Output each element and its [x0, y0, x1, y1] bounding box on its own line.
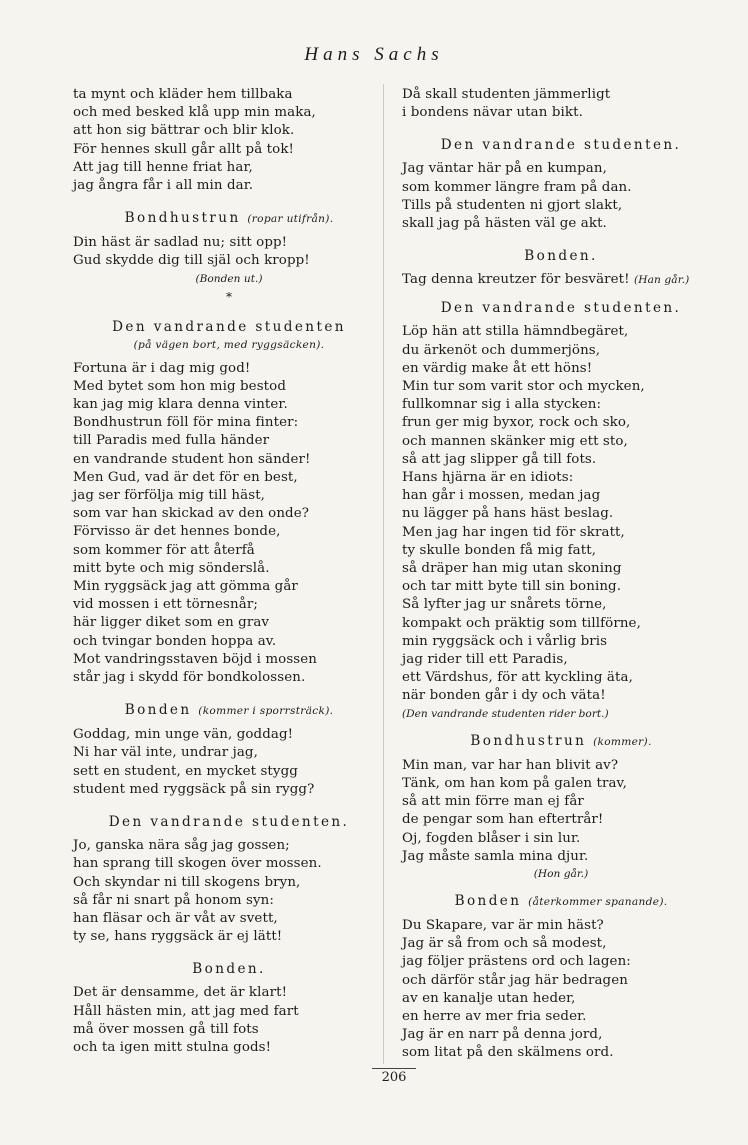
stage-direction: (Den vandrande studenten rider bort.): [402, 707, 609, 720]
speaker-name: Bonden.: [192, 961, 266, 978]
speaker-name: Den vandrande studenten.: [440, 137, 682, 154]
verse-line: så får ni snart på honom syn:: [73, 892, 275, 908]
verse-line: så att jag slipper gå till fots.: [402, 451, 597, 467]
stanza: [402, 86, 720, 122]
verse-line: Att jag till henne friat har,: [73, 159, 253, 175]
verse-line: sett en student, en mycket stygg: [73, 763, 298, 779]
verse-line: en värdig make åt ett höns!: [402, 360, 593, 376]
stanza: [73, 86, 385, 195]
verse-line: fullkomnar sig i alla stycken:: [402, 397, 602, 413]
verse-line: Gud skydde dig till själ och kropp!: [73, 253, 310, 269]
verse-line: Så lyfter jag ur snårets törne,: [402, 597, 607, 613]
stanza: [73, 360, 385, 688]
verse-line: de pengar som han eftertrår!: [402, 812, 604, 828]
verse-line: vid mossen i ett törnesnår;: [73, 597, 258, 613]
speaker-heading: [402, 892, 720, 911]
verse-line: [402, 271, 720, 289]
speaker-name: Den vandrande studenten: [112, 318, 346, 335]
verse-line: Jag är en narr på denna jord,: [402, 1027, 603, 1043]
section-asterisk: *: [226, 289, 232, 304]
verse-line: Förvisso är det hennes bonde,: [73, 524, 281, 540]
verse-line: Men Gud, vad är det för en best,: [73, 469, 298, 485]
verse-line: som litat på den skälmens ord.: [402, 1045, 614, 1061]
verse-line: som kommer för att återfå: [73, 542, 255, 558]
verse-line: Hans hjärna är en idiots:: [402, 470, 574, 486]
stanza: [402, 323, 720, 705]
verse-line: Min ryggsäck jag att gömma går: [73, 579, 298, 595]
verse-line: och tar mitt byte till sin boning.: [402, 579, 622, 595]
verse-line: av en kanalje utan heder,: [402, 990, 576, 1006]
verse-line: står jag i skydd för bondkolossen.: [73, 670, 306, 686]
verse-line: ett Värdshus, för att kyckling äta,: [402, 670, 633, 686]
speaker-heading: [73, 960, 385, 978]
verse-line: Du Skapare, var är min häst?: [402, 917, 604, 933]
verse-line: Min man, var har han blivit av?: [402, 757, 619, 773]
speaker-heading: [402, 136, 720, 154]
verse-line: Mot vandringsstaven böjd i mossen: [73, 651, 318, 667]
verse-line: Jo, ganska nära såg jag gossen;: [73, 838, 290, 854]
verse-line: och tvingar bonden hoppa av.: [73, 633, 277, 649]
verse-line: Din häst är sadlad nu; sitt opp!: [73, 235, 288, 251]
speaker-name: Bonden.: [524, 248, 598, 265]
verse-line: en herre av mer fria seder.: [402, 1008, 587, 1024]
verse-line: Men jag har ingen tid för skratt,: [402, 524, 625, 540]
stage-direction: (Han går.): [634, 274, 690, 287]
verse-line: Håll hästen min, att jag med fart: [73, 1003, 299, 1019]
stage-direction: (Hon går.): [533, 867, 589, 880]
speaker-heading: [73, 813, 385, 831]
verse-line: min ryggsäck och i vårlig bris: [402, 633, 608, 649]
speaker-name: Bonden: [124, 702, 192, 719]
stage-direction: (kommer).: [593, 735, 652, 748]
verse-line: jag följer prästens ord och lagen:: [402, 954, 631, 970]
verse-line: en vandrande student hon sänder!: [73, 451, 311, 467]
verse-line: jag ångra får i all min dar.: [73, 178, 254, 194]
verse-line: Ni har väl inte, undrar jag,: [73, 745, 258, 761]
verse-line: jag rider till ett Paradis,: [402, 652, 568, 668]
verse-text: Tag denna kreutzer för besväret!: [402, 272, 630, 288]
verse-line: För hennes skull går allt på tok!: [73, 141, 295, 157]
right-column: [402, 86, 720, 1063]
verse-line: och mannen skänker mig ett sto,: [402, 433, 628, 449]
verse-line: Min tur som varit stor och mycken,: [402, 379, 645, 395]
speaker-name: Bondhustrun: [124, 210, 241, 227]
stanza: [402, 160, 720, 233]
speaker-heading: [402, 732, 720, 751]
speaker-heading: [402, 247, 720, 265]
speaker-heading: [402, 299, 720, 317]
verse-line: ta mynt och kläder hem tillbaka: [73, 87, 293, 102]
stanza: [402, 917, 720, 1063]
verse-line: må över mossen gå till fots: [73, 1021, 259, 1037]
stanza: [402, 757, 720, 866]
stage-direction: (på vägen bort, med ryggsäcken).: [133, 338, 325, 351]
verse-line: kompakt och präktig som tillförne,: [402, 615, 641, 631]
speaker-name: Den vandrande studenten.: [108, 814, 350, 831]
verse-line: och ta igen mitt stulna gods!: [73, 1039, 272, 1055]
speaker-name: Bonden: [454, 892, 522, 909]
verse-line: Fortuna är i dag mig god!: [73, 360, 251, 376]
verse-line: ty se, hans ryggsäck är ej lätt!: [73, 929, 283, 945]
verse-line: Jag väntar här på en kumpan,: [402, 161, 607, 177]
speaker-name: Den vandrande studenten.: [440, 300, 682, 317]
verse-line: Löp hän att stilla hämndbegäret,: [402, 324, 629, 340]
stanza: [73, 726, 385, 799]
verse-line: jag ser förfölja mig till häst,: [73, 488, 266, 504]
running-head: Hans Sachs: [304, 44, 444, 65]
stage-direction: (återkommer spanande).: [528, 895, 668, 908]
verse-line: i bondens nävar utan bikt.: [402, 105, 583, 121]
verse-line: och med besked klå upp min maka,: [73, 105, 316, 121]
verse-line: Oj, fogden blåser i sin lur.: [402, 830, 581, 846]
stage-direction: (Bonden ut.): [195, 272, 263, 285]
verse-line: han sprang till skogen över mossen.: [73, 856, 322, 872]
verse-line: Tänk, om han kom på galen trav,: [402, 775, 627, 791]
speaker-heading: [73, 701, 385, 720]
stanza: [73, 984, 385, 1057]
stage-direction: (ropar utifrån).: [247, 213, 334, 226]
verse-line: nu lägger på hans häst beslag.: [402, 506, 614, 522]
page-number: 206: [372, 1068, 416, 1085]
verse-line: mitt byte och mig sönderslå.: [73, 560, 270, 576]
verse-line: Goddag, min unge vän, goddag!: [73, 727, 294, 743]
verse-line: Jag är så from och så modest,: [402, 936, 607, 952]
verse-line: du ärkenöt och dummerjöns,: [402, 342, 601, 358]
verse-line: så att min förre man ej får: [402, 794, 584, 810]
speaker-heading: [73, 318, 385, 354]
verse-line: Bondhustrun föll för mina finter:: [73, 415, 299, 431]
verse-line: till Paradis med fulla händer: [73, 433, 270, 449]
verse-line: Jag måste samla mina djur.: [402, 848, 589, 864]
verse-line: frun ger mig byxor, rock och sko,: [402, 415, 631, 431]
speaker-name: Bondhustrun: [470, 732, 587, 749]
stage-direction: (kommer i sporrsträck).: [198, 705, 334, 718]
verse-line: att hon sig bättrar och blir klok.: [73, 123, 295, 139]
left-column: [73, 86, 385, 1057]
stanza: [73, 234, 385, 270]
verse-line: han fläsar och är våt av svett,: [73, 910, 278, 926]
verse-line: Det är densamme, det är klart!: [73, 985, 288, 1001]
verse-line: han går i mossen, medan jag: [402, 488, 601, 504]
verse-line: så dräper han mig utan skoning: [402, 561, 622, 577]
stanza: [73, 837, 385, 946]
verse-line: som kommer längre fram på dan.: [402, 179, 632, 195]
verse-line: Tills på studenten ni gjort slakt,: [402, 197, 623, 213]
verse-line: som var han skickad av den onde?: [73, 506, 310, 522]
verse-line: kan jag mig klara denna vinter.: [73, 397, 288, 413]
verse-line: Då skall studenten jämmerligt: [402, 87, 611, 102]
verse-line: när bonden går i dy och väta!: [402, 688, 606, 704]
speaker-heading: [73, 209, 385, 228]
verse-line: skall jag på hästen väl ge akt.: [402, 216, 607, 232]
verse-line: student med ryggsäck på sin rygg?: [73, 781, 315, 797]
verse-line: ty skulle bonden få mig fatt,: [402, 542, 597, 558]
verse-line: och därför står jag här bedragen: [402, 972, 628, 988]
verse-line: Och skyndar ni till skogens bryn,: [73, 874, 301, 890]
verse-line: här ligger diket som en grav: [73, 615, 270, 631]
verse-line: Med bytet som hon mig bestod: [73, 378, 286, 394]
